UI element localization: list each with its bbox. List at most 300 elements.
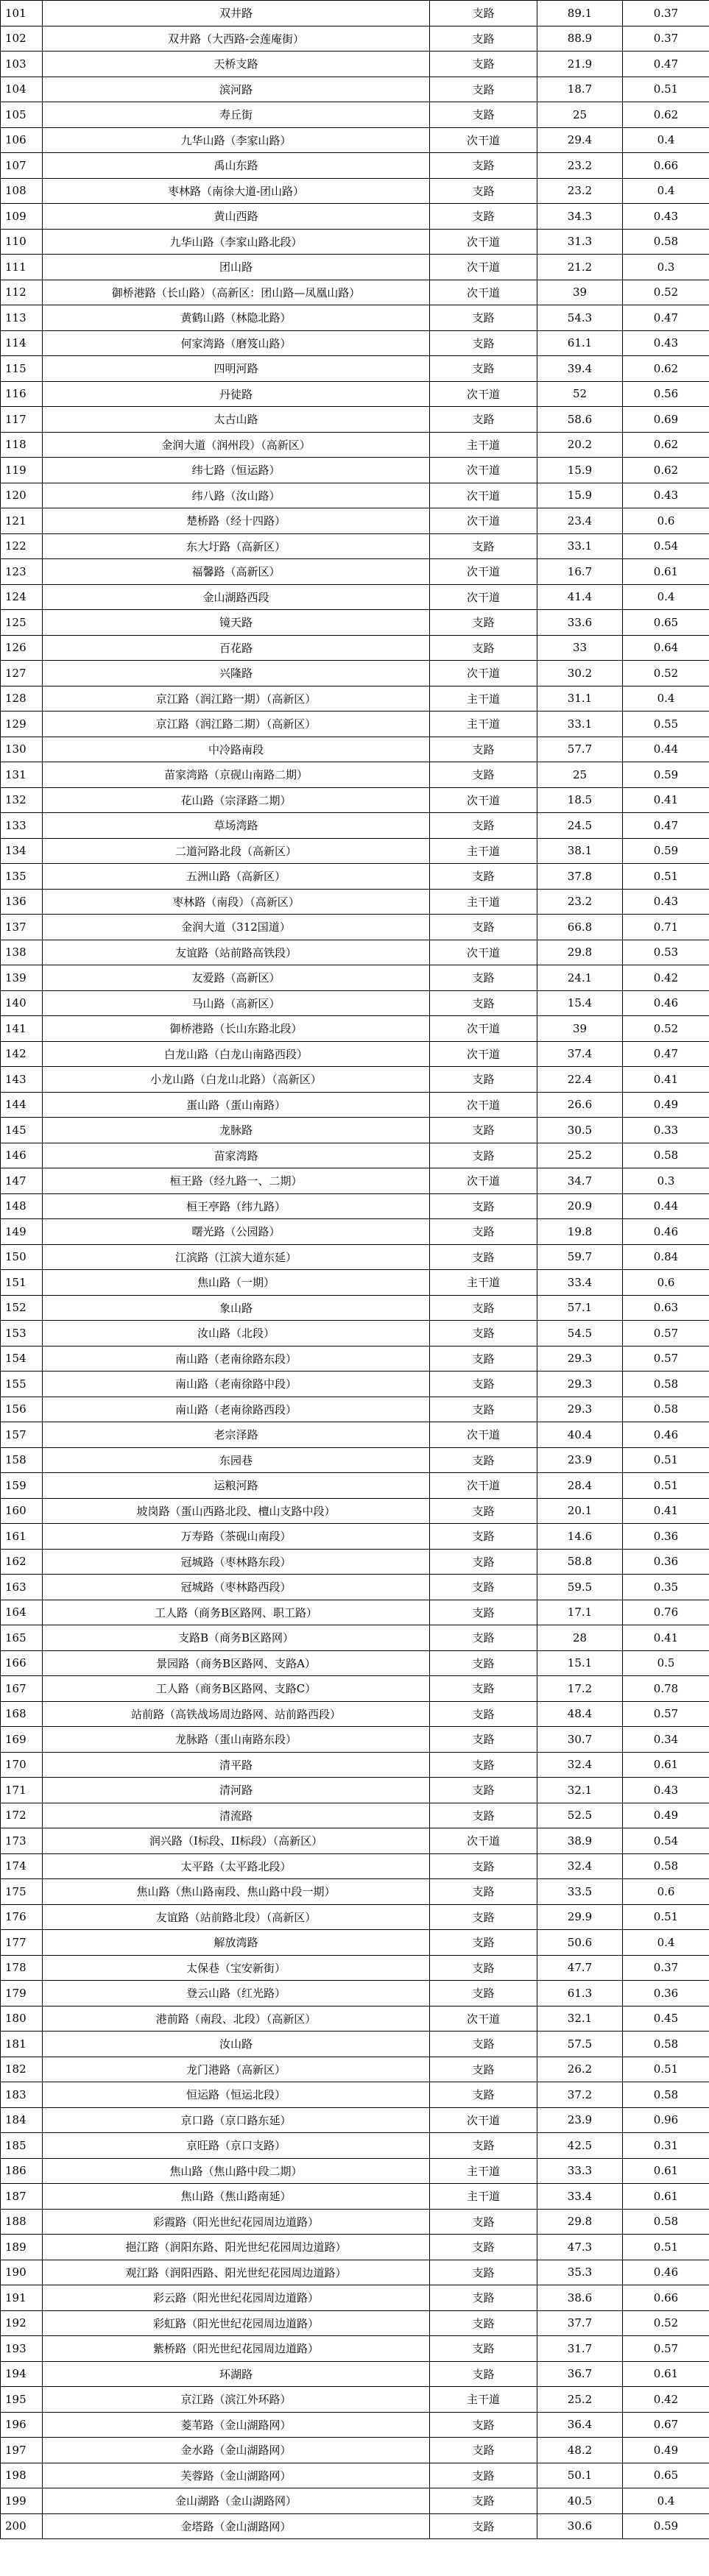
value-cell: 40.5 <box>537 2488 623 2514</box>
road-class-cell: 次干道 <box>430 280 537 305</box>
road-name-cell: 四明河路 <box>43 356 430 382</box>
row-number-cell: 174 <box>1 1853 43 1879</box>
ratio-cell: 0.66 <box>623 2285 709 2311</box>
table-row <box>1 330 709 356</box>
table-row <box>1 127 709 153</box>
road-name-cell: 友爱路（高新区） <box>43 965 430 991</box>
road-class-cell: 次干道 <box>430 127 537 153</box>
table-row <box>1 1981 709 2006</box>
table-row <box>1 1524 709 1550</box>
road-name-cell: 京江路（润江路一期）（高新区） <box>43 686 430 712</box>
ratio-cell: 0.58 <box>623 2082 709 2108</box>
table-row <box>1 965 709 991</box>
table-row <box>1 762 709 788</box>
road-class-cell: 次干道 <box>430 1473 537 1499</box>
ratio-cell: 0.6 <box>623 508 709 534</box>
road-name-cell: 京旺路（京口支路） <box>43 2133 430 2159</box>
row-number-cell: 120 <box>1 483 43 508</box>
table-row <box>1 1422 709 1448</box>
row-number-cell: 102 <box>1 26 43 52</box>
ratio-cell: 0.69 <box>623 407 709 433</box>
road-class-cell: 支路 <box>430 2488 537 2514</box>
table-row <box>1 1575 709 1600</box>
road-name-cell: 金塔路（金山湖路网） <box>43 2513 430 2539</box>
row-number-cell: 124 <box>1 584 43 610</box>
road-class-cell: 支路 <box>430 2032 537 2057</box>
row-number-cell: 163 <box>1 1575 43 1600</box>
row-number-cell: 131 <box>1 762 43 788</box>
road-name-cell: 焦山路（焦山路南段、焦山路中段一期） <box>43 1879 430 1905</box>
value-cell: 15.9 <box>537 458 623 483</box>
row-number-cell: 147 <box>1 1168 43 1194</box>
ratio-cell: 0.52 <box>623 1016 709 1042</box>
road-class-cell: 支路 <box>430 1549 537 1575</box>
row-number-cell: 157 <box>1 1422 43 1448</box>
ratio-cell: 0.54 <box>623 533 709 559</box>
value-cell: 23.9 <box>537 2107 623 2133</box>
value-cell: 29.9 <box>537 1904 623 1930</box>
road-name-cell: 九华山路（李家山路） <box>43 127 430 153</box>
table-row <box>1 1625 709 1651</box>
table-row <box>1 1092 709 1118</box>
table-row <box>1 2184 709 2210</box>
table-row <box>1 1295 709 1321</box>
table-row <box>1 2260 709 2285</box>
value-cell: 19.8 <box>537 1219 623 1245</box>
road-class-cell: 支路 <box>430 52 537 77</box>
value-cell: 26.6 <box>537 1092 623 1118</box>
ratio-cell: 0.76 <box>623 1600 709 1625</box>
ratio-cell: 0.5 <box>623 1650 709 1676</box>
table-row <box>1 1955 709 1981</box>
value-cell: 29.3 <box>537 1346 623 1372</box>
table-row <box>1 1778 709 1803</box>
road-class-cell: 支路 <box>430 1879 537 1905</box>
road-name-cell: 景园路（商务B区路网、支路A） <box>43 1650 430 1676</box>
value-cell: 33.4 <box>537 2184 623 2210</box>
road-class-cell: 支路 <box>430 2285 537 2311</box>
ratio-cell: 0.46 <box>623 1219 709 1245</box>
road-class-cell: 支路 <box>430 1930 537 1956</box>
road-name-cell: 福馨路（高新区） <box>43 559 430 585</box>
ratio-cell: 0.51 <box>623 864 709 890</box>
road-class-cell: 支路 <box>430 1 537 26</box>
value-cell: 28 <box>537 1625 623 1651</box>
value-cell: 24.5 <box>537 813 623 839</box>
road-class-cell: 主干道 <box>430 686 537 712</box>
road-class-cell: 主干道 <box>430 432 537 458</box>
row-number-cell: 162 <box>1 1549 43 1575</box>
road-name-cell: 金润大道（润州段）（高新区） <box>43 432 430 458</box>
road-name-cell: 龙门港路（高新区） <box>43 2057 430 2082</box>
table-row <box>1 2133 709 2159</box>
row-number-cell: 155 <box>1 1372 43 1397</box>
row-number-cell: 143 <box>1 1067 43 1093</box>
road-class-cell: 支路 <box>430 153 537 179</box>
road-name-cell: 马山路（高新区） <box>43 990 430 1016</box>
value-cell: 29.3 <box>537 1372 623 1397</box>
row-number-cell: 103 <box>1 52 43 77</box>
table-row <box>1 2513 709 2539</box>
table-row <box>1 864 709 890</box>
value-cell: 25.2 <box>537 2387 623 2413</box>
road-name-cell: 挹江路（润阳东路、阳光世纪花园周边道路） <box>43 2235 430 2260</box>
row-number-cell: 132 <box>1 787 43 813</box>
ratio-cell: 0.58 <box>623 1397 709 1422</box>
road-class-cell: 支路 <box>430 2361 537 2387</box>
table-row <box>1 1067 709 1093</box>
road-name-cell: 恒运路（恒运北段） <box>43 2082 430 2108</box>
ratio-cell: 0.49 <box>623 1803 709 1828</box>
road-class-cell: 支路 <box>430 610 537 636</box>
table-row <box>1 2158 709 2184</box>
row-number-cell: 191 <box>1 2285 43 2311</box>
row-number-cell: 185 <box>1 2133 43 2159</box>
road-name-cell: 龙脉路 <box>43 1118 430 1143</box>
ratio-cell: 0.96 <box>623 2107 709 2133</box>
road-name-cell: 紫桥路（阳光世纪花园周边道路） <box>43 2336 430 2362</box>
ratio-cell: 0.65 <box>623 2463 709 2488</box>
table-row <box>1 2387 709 2413</box>
road-table-body <box>1 1 709 2539</box>
road-name-cell: 小龙山路（白龙山北路）（高新区） <box>43 1067 430 1093</box>
value-cell: 33.1 <box>537 712 623 737</box>
value-cell: 32.4 <box>537 1853 623 1879</box>
road-class-cell: 支路 <box>430 2336 537 2362</box>
row-number-cell: 158 <box>1 1447 43 1473</box>
road-class-cell: 支路 <box>430 1118 537 1143</box>
table-row <box>1 2006 709 2032</box>
value-cell: 50.1 <box>537 2463 623 2488</box>
row-number-cell: 161 <box>1 1524 43 1550</box>
table-row <box>1 1118 709 1143</box>
road-class-cell: 支路 <box>430 2082 537 2108</box>
ratio-cell: 0.54 <box>623 1828 709 1854</box>
ratio-cell: 0.46 <box>623 990 709 1016</box>
ratio-cell: 0.6 <box>623 1270 709 1296</box>
road-name-cell: 焦山路（一期） <box>43 1270 430 1296</box>
row-number-cell: 182 <box>1 2057 43 2082</box>
road-name-cell: 支路B（商务B区路网） <box>43 1625 430 1651</box>
row-number-cell: 116 <box>1 381 43 407</box>
road-name-cell: 苗家湾路（京砚山南路二期） <box>43 762 430 788</box>
road-name-cell: 双井路（大西路-会莲庵街） <box>43 26 430 52</box>
ratio-cell: 0.52 <box>623 280 709 305</box>
road-class-cell: 支路 <box>430 1600 537 1625</box>
table-row <box>1 889 709 915</box>
value-cell: 39 <box>537 280 623 305</box>
row-number-cell: 194 <box>1 2361 43 2387</box>
ratio-cell: 0.67 <box>623 2412 709 2438</box>
row-number-cell: 139 <box>1 965 43 991</box>
ratio-cell: 0.49 <box>623 2438 709 2463</box>
ratio-cell: 0.4 <box>623 1930 709 1956</box>
table-row <box>1 584 709 610</box>
value-cell: 47.3 <box>537 2235 623 2260</box>
row-number-cell: 115 <box>1 356 43 382</box>
value-cell: 33.1 <box>537 533 623 559</box>
ratio-cell: 0.41 <box>623 1625 709 1651</box>
ratio-cell: 0.4 <box>623 2488 709 2514</box>
value-cell: 23.9 <box>537 1447 623 1473</box>
row-number-cell: 133 <box>1 813 43 839</box>
table-row <box>1 1168 709 1194</box>
table-row <box>1 1879 709 1905</box>
road-class-cell: 支路 <box>430 1498 537 1524</box>
value-cell: 21.9 <box>537 52 623 77</box>
road-class-cell: 次干道 <box>430 1092 537 1118</box>
ratio-cell: 0.64 <box>623 635 709 661</box>
road-name-cell: 观江路（润阳西路、阳光世纪花园周边道路） <box>43 2260 430 2285</box>
table-row <box>1 1930 709 1956</box>
value-cell: 35.3 <box>537 2260 623 2285</box>
road-name-cell: 登云山路（红光路） <box>43 1981 430 2006</box>
value-cell: 23.2 <box>537 178 623 204</box>
road-class-cell: 支路 <box>430 305 537 331</box>
value-cell: 89.1 <box>537 1 623 26</box>
table-row <box>1 1041 709 1067</box>
road-class-cell: 次干道 <box>430 2006 537 2032</box>
road-class-cell: 支路 <box>430 1904 537 1930</box>
road-class-cell: 支路 <box>430 1524 537 1550</box>
row-number-cell: 189 <box>1 2235 43 2260</box>
table-row <box>1 610 709 636</box>
road-class-cell: 支路 <box>430 1650 537 1676</box>
road-class-cell: 支路 <box>430 407 537 433</box>
road-class-cell: 支路 <box>430 1244 537 1270</box>
road-name-cell: 友谊路（站前路北段）（高新区） <box>43 1904 430 1930</box>
road-name-cell: 清河路 <box>43 1778 430 1803</box>
value-cell: 58.8 <box>537 1549 623 1575</box>
value-cell: 61.1 <box>537 330 623 356</box>
road-class-cell: 主干道 <box>430 2387 537 2413</box>
ratio-cell: 0.84 <box>623 1244 709 1270</box>
ratio-cell: 0.62 <box>623 356 709 382</box>
value-cell: 15.1 <box>537 1650 623 1676</box>
table-row <box>1 1676 709 1702</box>
ratio-cell: 0.36 <box>623 1981 709 2006</box>
row-number-cell: 159 <box>1 1473 43 1499</box>
road-name-cell: 龙脉路（蛋山南路东段） <box>43 1727 430 1753</box>
road-name-cell: 金山湖路西段 <box>43 584 430 610</box>
row-number-cell: 150 <box>1 1244 43 1270</box>
row-number-cell: 171 <box>1 1778 43 1803</box>
row-number-cell: 193 <box>1 2336 43 2362</box>
road-class-cell: 支路 <box>430 2260 537 2285</box>
ratio-cell: 0.43 <box>623 483 709 508</box>
road-class-cell: 支路 <box>430 1701 537 1727</box>
ratio-cell: 0.51 <box>623 1904 709 1930</box>
value-cell: 33.5 <box>537 1879 623 1905</box>
road-name-cell: 二道河路北段（高新区） <box>43 838 430 864</box>
table-row <box>1 559 709 585</box>
row-number-cell: 108 <box>1 178 43 204</box>
ratio-cell: 0.57 <box>623 1321 709 1346</box>
value-cell: 34.3 <box>537 204 623 230</box>
road-name-cell: 南山路（老南徐路西段） <box>43 1397 430 1422</box>
value-cell: 41.4 <box>537 584 623 610</box>
road-class-cell: 次干道 <box>430 229 537 255</box>
road-name-cell: 南山路（老南徐路东段） <box>43 1346 430 1372</box>
table-row <box>1 2438 709 2463</box>
ratio-cell: 0.51 <box>623 1473 709 1499</box>
road-class-cell: 次干道 <box>430 661 537 686</box>
road-name-cell: 御桥港路（长山东路北段） <box>43 1016 430 1042</box>
road-name-cell: 苗家湾路 <box>43 1143 430 1168</box>
road-name-cell: 太保巷（宝安新街） <box>43 1955 430 1981</box>
value-cell: 38.1 <box>537 838 623 864</box>
road-class-cell: 次干道 <box>430 584 537 610</box>
road-class-cell: 支路 <box>430 330 537 356</box>
row-number-cell: 112 <box>1 280 43 305</box>
table-row <box>1 1600 709 1625</box>
ratio-cell: 0.62 <box>623 102 709 128</box>
road-class-cell: 支路 <box>430 1397 537 1422</box>
road-name-cell: 曙光路（公园路） <box>43 1219 430 1245</box>
road-class-cell: 支路 <box>430 77 537 102</box>
road-name-cell: 禹山东路 <box>43 153 430 179</box>
value-cell: 21.2 <box>537 255 623 280</box>
table-row <box>1 915 709 940</box>
ratio-cell: 0.47 <box>623 1041 709 1067</box>
row-number-cell: 151 <box>1 1270 43 1296</box>
ratio-cell: 0.47 <box>623 52 709 77</box>
table-row <box>1 508 709 534</box>
road-class-cell: 支路 <box>430 915 537 940</box>
road-name-cell: 彩霞路（阳光世纪花园周边道路） <box>43 2209 430 2235</box>
value-cell: 20.1 <box>537 1498 623 1524</box>
row-number-cell: 183 <box>1 2082 43 2108</box>
row-number-cell: 173 <box>1 1828 43 1854</box>
road-class-cell: 主干道 <box>430 2184 537 2210</box>
road-class-cell: 支路 <box>430 1676 537 1702</box>
table-row <box>1 1803 709 1828</box>
value-cell: 52 <box>537 381 623 407</box>
value-cell: 31.3 <box>537 229 623 255</box>
ratio-cell: 0.57 <box>623 1346 709 1372</box>
row-number-cell: 126 <box>1 635 43 661</box>
road-class-cell: 支路 <box>430 1067 537 1093</box>
ratio-cell: 0.52 <box>623 2310 709 2336</box>
ratio-cell: 0.47 <box>623 305 709 331</box>
ratio-cell: 0.66 <box>623 153 709 179</box>
table-row <box>1 229 709 255</box>
value-cell: 18.5 <box>537 787 623 813</box>
ratio-cell: 0.4 <box>623 178 709 204</box>
ratio-cell: 0.36 <box>623 1524 709 1550</box>
table-row <box>1 2310 709 2336</box>
road-class-cell: 支路 <box>430 1193 537 1219</box>
road-name-cell: 港前路（南段、北段）（高新区） <box>43 2006 430 2032</box>
value-cell: 32.1 <box>537 2006 623 2032</box>
ratio-cell: 0.41 <box>623 1067 709 1093</box>
table-row <box>1 1447 709 1473</box>
table-row <box>1 838 709 864</box>
road-name-cell: 芙蓉路（金山湖路网） <box>43 2463 430 2488</box>
ratio-cell: 0.58 <box>623 1143 709 1168</box>
row-number-cell: 154 <box>1 1346 43 1372</box>
road-name-cell: 太平路（太平路北段） <box>43 1853 430 1879</box>
ratio-cell: 0.58 <box>623 1853 709 1879</box>
road-name-cell: 工人路（商务B区路网、支路C） <box>43 1676 430 1702</box>
road-class-cell: 支路 <box>430 1981 537 2006</box>
row-number-cell: 188 <box>1 2209 43 2235</box>
ratio-cell: 0.44 <box>623 1193 709 1219</box>
road-class-cell: 支路 <box>430 1625 537 1651</box>
road-class-cell: 次干道 <box>430 787 537 813</box>
table-row <box>1 2336 709 2362</box>
value-cell: 50.6 <box>537 1930 623 1956</box>
value-cell: 48.2 <box>537 2438 623 2463</box>
road-class-cell: 次干道 <box>430 483 537 508</box>
road-name-cell: 冠城路（枣林路东段） <box>43 1549 430 1575</box>
road-name-cell: 兴隆路 <box>43 661 430 686</box>
road-class-cell: 主干道 <box>430 889 537 915</box>
road-class-cell: 次干道 <box>430 1828 537 1854</box>
road-name-cell: 南山路（老南徐路中段） <box>43 1372 430 1397</box>
value-cell: 29.3 <box>537 1397 623 1422</box>
road-class-cell: 次干道 <box>430 1016 537 1042</box>
road-class-cell: 支路 <box>430 965 537 991</box>
road-name-cell: 象山路 <box>43 1295 430 1321</box>
table-row <box>1 2057 709 2082</box>
table-row <box>1 813 709 839</box>
row-number-cell: 187 <box>1 2184 43 2210</box>
row-number-cell: 177 <box>1 1930 43 1956</box>
ratio-cell: 0.51 <box>623 77 709 102</box>
table-row <box>1 1473 709 1499</box>
row-number-cell: 184 <box>1 2107 43 2133</box>
row-number-cell: 168 <box>1 1701 43 1727</box>
row-number-cell: 110 <box>1 229 43 255</box>
ratio-cell: 0.42 <box>623 965 709 991</box>
row-number-cell: 117 <box>1 407 43 433</box>
road-class-cell: 支路 <box>430 2438 537 2463</box>
ratio-cell: 0.41 <box>623 787 709 813</box>
row-number-cell: 138 <box>1 940 43 965</box>
road-name-cell: 友谊路（站前路高铁段） <box>43 940 430 965</box>
road-class-cell: 支路 <box>430 1219 537 1245</box>
row-number-cell: 199 <box>1 2488 43 2514</box>
road-name-cell: 寿丘街 <box>43 102 430 128</box>
row-number-cell: 123 <box>1 559 43 585</box>
road-name-cell: 黄山西路 <box>43 204 430 230</box>
ratio-cell: 0.53 <box>623 940 709 965</box>
ratio-cell: 0.59 <box>623 762 709 788</box>
row-number-cell: 164 <box>1 1600 43 1625</box>
ratio-cell: 0.43 <box>623 1778 709 1803</box>
table-row <box>1 2235 709 2260</box>
road-class-cell: 支路 <box>430 1853 537 1879</box>
row-number-cell: 198 <box>1 2463 43 2488</box>
row-number-cell: 142 <box>1 1041 43 1067</box>
ratio-cell: 0.37 <box>623 1 709 26</box>
row-number-cell: 200 <box>1 2513 43 2539</box>
row-number-cell: 180 <box>1 2006 43 2032</box>
table-row <box>1 1650 709 1676</box>
row-number-cell: 114 <box>1 330 43 356</box>
road-name-cell: 坡岗路（蛋山西路北段、檀山支路中段） <box>43 1498 430 1524</box>
row-number-cell: 181 <box>1 2032 43 2057</box>
value-cell: 52.5 <box>537 1803 623 1828</box>
road-class-cell: 主干道 <box>430 712 537 737</box>
ratio-cell: 0.61 <box>623 1752 709 1778</box>
road-class-cell: 支路 <box>430 2057 537 2082</box>
row-number-cell: 195 <box>1 2387 43 2413</box>
table-row <box>1 2463 709 2488</box>
road-class-cell: 主干道 <box>430 1270 537 1296</box>
table-row <box>1 533 709 559</box>
